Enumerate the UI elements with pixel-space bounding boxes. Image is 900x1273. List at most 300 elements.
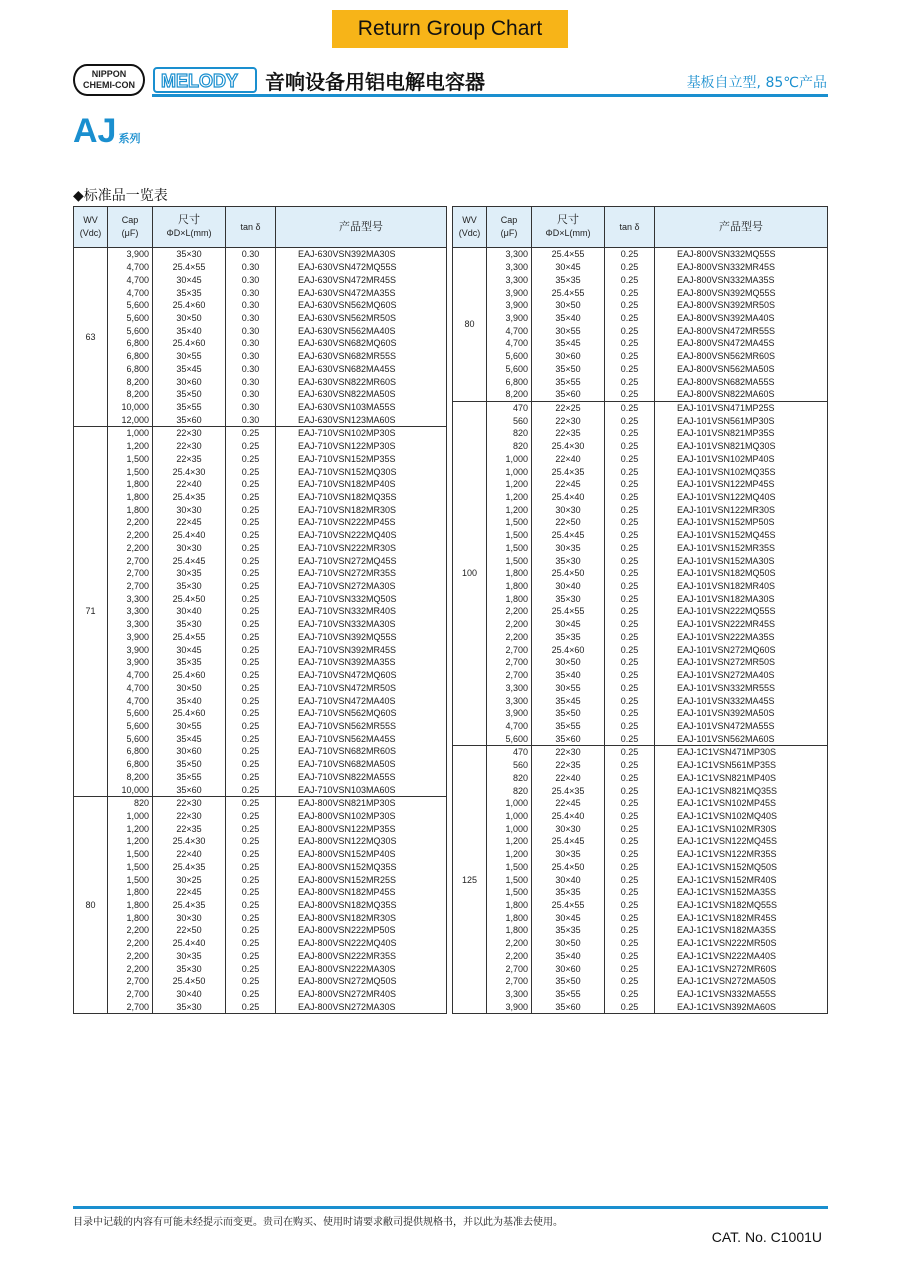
tan-cell: 0.25 [605,350,655,363]
tan-cell: 0.30 [226,401,276,414]
part-number-cell: EAJ-1C1VSN332MA55S [655,988,828,1001]
part-number-cell: EAJ-800VSN392MA40S [655,312,828,325]
tan-cell: 0.25 [605,375,655,388]
part-number-cell: EAJ-710VSN182MR30S [276,503,447,516]
cap-cell: 2,700 [108,988,153,1001]
table-row [453,362,828,375]
tan-cell: 0.25 [605,286,655,299]
table-row [453,1000,828,1013]
melody-logo [153,66,257,94]
cap-cell: 2,200 [487,937,532,950]
tan-cell: 0.30 [226,273,276,286]
cap-cell: 3,300 [487,261,532,274]
part-number-cell: EAJ-1C1VSN152MQ50S [655,861,828,874]
table-row [453,503,828,516]
table-header-row [453,207,828,248]
tan-cell: 0.25 [605,324,655,337]
cap-cell: 3,900 [108,631,153,644]
cap-cell: 4,700 [108,681,153,694]
tan-cell: 0.25 [605,771,655,784]
cap-cell: 1,500 [487,554,532,567]
size-cell: 35×40 [153,324,226,337]
cap-cell: 2,200 [487,631,532,644]
size-cell: 25.4×55 [532,286,605,299]
cap-cell: 1,800 [487,899,532,912]
cap-cell: 1,200 [108,835,153,848]
tan-cell: 0.25 [605,529,655,542]
tan-cell: 0.25 [226,618,276,631]
cap-header: Cap (μF) [487,207,532,248]
tan-cell: 0.25 [226,669,276,682]
cap-cell: 3,300 [487,273,532,286]
cap-cell: 1,800 [108,899,153,912]
part-number-cell: EAJ-800VSN392MR50S [655,299,828,312]
table-row [74,440,447,453]
tan-cell: 0.25 [226,873,276,886]
tan-cell: 0.25 [226,937,276,950]
table-row [74,758,447,771]
table-row [74,324,447,337]
size-cell: 30×35 [532,848,605,861]
tan-cell: 0.25 [605,618,655,631]
size-cell: 25.4×60 [532,643,605,656]
size-cell: 30×55 [532,681,605,694]
table-row [453,950,828,963]
size-cell: 30×35 [153,567,226,580]
table-row [453,643,828,656]
cap-cell: 2,200 [108,529,153,542]
tan-cell: 0.25 [226,861,276,874]
cap-cell: 2,700 [487,643,532,656]
part-number-cell: EAJ-710VSN822MA55S [276,770,447,783]
tan-cell: 0.25 [605,937,655,950]
size-cell: 25.4×50 [532,567,605,580]
table-row [74,975,447,988]
size-cell: 25.4×55 [532,899,605,912]
part-number-cell: EAJ-710VSN562MA45S [276,732,447,745]
part-number-cell: EAJ-1C1VSN152MR40S [655,873,828,886]
size-cell: 22×30 [532,414,605,427]
part-number-cell: EAJ-710VSN272MR35S [276,567,447,580]
size-cell: 30×30 [532,822,605,835]
cap-cell: 2,200 [108,924,153,937]
tan-cell: 0.25 [605,848,655,861]
tan-cell: 0.25 [605,605,655,618]
tan-cell: 0.25 [605,580,655,593]
cap-cell: 1,200 [108,440,153,453]
cap-cell: 8,200 [487,388,532,401]
table-row [74,312,447,325]
part-number-cell: EAJ-101VSN821MQ30S [655,440,828,453]
part-number-cell: EAJ-630VSN103MA55S [276,401,447,414]
table-row [453,375,828,388]
table-row [453,427,828,440]
table-row [453,453,828,466]
size-cell: 35×40 [532,312,605,325]
part-number-cell: EAJ-630VSN472MR45S [276,273,447,286]
header-divider [152,94,828,97]
table-row [453,516,828,529]
table-row [74,516,447,529]
part-number-cell: EAJ-800VSN122MP35S [276,822,447,835]
part-number-cell: EAJ-101VSN122MR30S [655,503,828,516]
table-row [74,720,447,733]
size-cell: 25.4×55 [532,605,605,618]
size-cell: 35×30 [153,1000,226,1013]
tan-cell: 0.25 [605,962,655,975]
tan-cell: 0.25 [226,605,276,618]
part-number-cell: EAJ-630VSN562MA40S [276,324,447,337]
size-cell: 25.4×50 [153,592,226,605]
tan-cell: 0.25 [605,886,655,899]
cap-cell: 5,600 [108,312,153,325]
part-number-cell: EAJ-800VSN102MP30S [276,810,447,823]
tan-cell: 0.25 [226,848,276,861]
table-row [453,248,828,261]
size-cell: 22×45 [153,516,226,529]
part-number-cell: EAJ-101VSN122MQ40S [655,491,828,504]
tan-cell: 0.25 [605,694,655,707]
cap-header: Cap (μF) [108,207,153,248]
part-number-cell: EAJ-1C1VSN102MP45S [655,797,828,810]
cap-cell: 3,300 [487,681,532,694]
part-number-cell: EAJ-800VSN152MP40S [276,848,447,861]
table-row [74,962,447,975]
size-cell: 30×55 [153,720,226,733]
cap-cell: 5,600 [487,732,532,745]
size-cell: 30×45 [532,911,605,924]
part-number-cell: EAJ-630VSN123MA60S [276,413,447,426]
cap-cell: 3,300 [487,988,532,1001]
tan-cell: 0.30 [226,312,276,325]
tan-cell: 0.25 [605,950,655,963]
size-cell: 35×35 [532,631,605,644]
tan-cell: 0.25 [226,988,276,1001]
cap-cell: 5,600 [108,299,153,312]
tan-cell: 0.30 [226,350,276,363]
tan-cell: 0.30 [226,413,276,426]
part-number-cell: EAJ-800VSN222MA30S [276,962,447,975]
tan-cell: 0.25 [605,440,655,453]
table-row [74,899,447,912]
part-number-cell: EAJ-710VSN682MA50S [276,758,447,771]
size-cell: 25.4×35 [532,784,605,797]
wv-cell: 125 [453,746,487,1014]
part-number-cell: EAJ-630VSN822MA50S [276,388,447,401]
cap-cell: 6,800 [108,350,153,363]
part-number-cell: EAJ-1C1VSN182MQ55S [655,899,828,912]
size-cell: 35×50 [532,362,605,375]
table-row [74,656,447,669]
table-row [453,911,828,924]
part-number-cell: EAJ-800VSN562MA50S [655,362,828,375]
cap-cell: 12,000 [108,413,153,426]
size-cell: 35×35 [532,273,605,286]
tan-cell: 0.25 [605,975,655,988]
cap-cell: 820 [487,427,532,440]
tan-cell: 0.25 [605,669,655,682]
table-row [74,542,447,555]
tan-cell: 0.25 [226,732,276,745]
size-cell: 30×45 [532,618,605,631]
table-row [74,950,447,963]
cap-cell: 2,700 [487,656,532,669]
table-row [74,605,447,618]
part-number-cell: EAJ-800VSN682MA55S [655,375,828,388]
part-number-cell: EAJ-800VSN182MR30S [276,911,447,924]
tan-cell: 0.25 [605,861,655,874]
product-table-right [452,206,828,1014]
logo-line-2: CHEMI-CON [83,80,135,90]
size-cell: 35×30 [153,580,226,593]
cap-cell: 2,200 [487,605,532,618]
part-number-cell: EAJ-710VSN332MA30S [276,618,447,631]
size-cell: 22×30 [153,440,226,453]
size-cell: 25.4×55 [153,631,226,644]
part-number-cell: EAJ-710VSN472MR50S [276,681,447,694]
cap-cell: 1,500 [108,848,153,861]
table-row [74,592,447,605]
tan-cell: 0.25 [605,1000,655,1013]
size-cell: 30×45 [153,643,226,656]
tan-cell: 0.25 [605,414,655,427]
part-number-cell: EAJ-800VSN272MA30S [276,1000,447,1013]
size-cell: 22×50 [153,924,226,937]
table-row [453,261,828,274]
part-number-cell: EAJ-710VSN103MA60S [276,783,447,796]
table-row [74,465,447,478]
part-number-cell: EAJ-101VSN272MR50S [655,656,828,669]
size-cell: 22×30 [153,427,226,440]
tan-cell: 0.25 [226,796,276,809]
part-number-cell: EAJ-101VSN332MA45S [655,694,828,707]
part-number-cell: EAJ-101VSN102MP40S [655,453,828,466]
part-number-cell: EAJ-710VSN472MQ60S [276,669,447,682]
tan-cell: 0.25 [226,924,276,937]
table-row [453,937,828,950]
tan-cell: 0.25 [226,631,276,644]
wv-header: WV (Vdc) [453,207,487,248]
size-cell: 30×40 [532,580,605,593]
part-number-cell: EAJ-800VSN821MP30S [276,796,447,809]
tan-cell: 0.25 [226,745,276,758]
table-row [74,694,447,707]
size-cell: 22×25 [532,401,605,414]
cap-cell: 1,000 [487,810,532,823]
size-cell: 30×55 [532,324,605,337]
size-cell: 30×40 [153,988,226,1001]
cap-cell: 8,200 [108,770,153,783]
part-number-cell: EAJ-101VSN152MQ45S [655,529,828,542]
table-row [74,375,447,388]
size-cell: 25.4×40 [532,491,605,504]
part-number-cell: EAJ-1C1VSN102MR30S [655,822,828,835]
table-row [453,529,828,542]
size-cell: 35×40 [153,694,226,707]
part-number-cell: EAJ-1C1VSN561MP35S [655,759,828,772]
cap-cell: 1,800 [108,478,153,491]
size-cell: 30×40 [532,873,605,886]
tan-cell: 0.25 [226,440,276,453]
size-cell: 35×55 [532,988,605,1001]
cap-cell: 1,500 [487,886,532,899]
cap-cell: 5,600 [108,324,153,337]
tan-cell: 0.25 [605,362,655,375]
part-number-cell: EAJ-710VSN332MR40S [276,605,447,618]
cap-cell: 1,200 [487,835,532,848]
cap-cell: 2,200 [108,937,153,950]
part-number-cell: EAJ-800VSN472MR55S [655,324,828,337]
part-number-cell: EAJ-101VSN821MP35S [655,427,828,440]
table-row [74,362,447,375]
table-row [74,988,447,1001]
size-cell: 22×30 [153,810,226,823]
part-number-header: 产品型号 [276,207,447,248]
table-row [74,554,447,567]
tan-cell: 0.25 [605,631,655,644]
table-row [453,350,828,363]
table-row [74,937,447,950]
part-number-cell: EAJ-710VSN392MA35S [276,656,447,669]
cap-cell: 2,700 [108,975,153,988]
cap-cell: 3,900 [108,643,153,656]
table-row [453,478,828,491]
table-row [74,413,447,426]
part-number-cell: EAJ-800VSN122MQ30S [276,835,447,848]
part-number-cell: EAJ-101VSN392MA50S [655,707,828,720]
part-number-cell: EAJ-1C1VSN392MA60S [655,1000,828,1013]
size-cell: 22×40 [532,771,605,784]
part-number-cell: EAJ-630VSN822MR60S [276,375,447,388]
table-row [453,848,828,861]
table-row [74,299,447,312]
tan-cell: 0.30 [226,362,276,375]
size-cell: 22×45 [532,797,605,810]
cap-cell: 1,000 [487,453,532,466]
part-number-cell: EAJ-101VSN332MR55S [655,681,828,694]
cap-cell: 2,700 [108,567,153,580]
size-cell: 30×35 [532,542,605,555]
size-cell: 35×60 [153,783,226,796]
table-row [453,835,828,848]
table-row [74,453,447,466]
tan-cell: 0.25 [226,835,276,848]
cap-cell: 10,000 [108,783,153,796]
tan-cell: 0.25 [226,975,276,988]
part-number-cell: EAJ-1C1VSN272MR60S [655,962,828,975]
return-group-chart-button[interactable]: Return Group Chart [332,10,568,48]
table-row [453,273,828,286]
part-number-cell: EAJ-101VSN182MA30S [655,592,828,605]
tan-cell: 0.25 [226,567,276,580]
part-number-cell: EAJ-101VSN561MP30S [655,414,828,427]
tan-cell: 0.25 [605,491,655,504]
wv-header: WV (Vdc) [74,207,108,248]
part-number-cell: EAJ-1C1VSN182MR45S [655,911,828,924]
tan-cell: 0.25 [605,643,655,656]
cap-cell: 5,600 [108,732,153,745]
size-cell: 35×40 [532,669,605,682]
size-cell: 35×30 [153,248,226,261]
cap-cell: 6,800 [108,758,153,771]
series-name: AJ [73,112,117,150]
size-cell: 35×30 [532,592,605,605]
tan-cell: 0.25 [226,720,276,733]
tan-cell: 0.25 [226,491,276,504]
tan-cell: 0.25 [605,911,655,924]
tan-cell: 0.30 [226,375,276,388]
section-title: ◆标准品一览表 [73,188,168,204]
tan-cell: 0.25 [605,681,655,694]
tan-cell: 0.25 [605,784,655,797]
cap-cell: 1,000 [487,465,532,478]
cap-cell: 1,500 [487,516,532,529]
table-row [453,975,828,988]
size-cell: 25.4×55 [153,261,226,274]
table-row [453,592,828,605]
tan-cell: 0.25 [226,822,276,835]
size-cell: 25.4×30 [153,835,226,848]
tan-cell: 0.25 [226,950,276,963]
part-number-cell: EAJ-800VSN152MR25S [276,873,447,886]
table-row [74,770,447,783]
tan-cell: 0.25 [605,312,655,325]
part-number-cell: EAJ-800VSN562MR60S [655,350,828,363]
cap-cell: 8,200 [108,388,153,401]
size-cell: 25.4×45 [532,529,605,542]
size-cell: 35×35 [532,886,605,899]
table-row [453,324,828,337]
cap-cell: 3,900 [487,286,532,299]
tan-cell: 0.25 [605,516,655,529]
cap-cell: 1,800 [487,911,532,924]
cap-cell: 1,800 [487,592,532,605]
cap-cell: 3,900 [487,312,532,325]
cap-cell: 3,900 [487,299,532,312]
size-cell: 35×60 [532,1000,605,1013]
table-row [74,873,447,886]
table-row [74,669,447,682]
table-row [74,681,447,694]
table-row [453,337,828,350]
cap-cell: 2,700 [487,669,532,682]
cap-cell: 2,200 [108,516,153,529]
table-row [453,873,828,886]
size-cell: 35×45 [153,362,226,375]
table-row [453,746,828,759]
size-cell: 30×50 [532,656,605,669]
part-number-cell: EAJ-710VSN332MQ50S [276,592,447,605]
table-row [74,643,447,656]
series-title [73,112,140,151]
size-cell: 35×55 [532,375,605,388]
size-cell: 25.4×45 [153,554,226,567]
tan-cell: 0.25 [605,401,655,414]
part-number-cell: EAJ-710VSN222MP45S [276,516,447,529]
size-cell: 35×45 [153,732,226,745]
size-cell: 35×45 [532,337,605,350]
table-row [74,1000,447,1013]
size-cell: 35×50 [532,975,605,988]
wv-cell: 100 [453,401,487,745]
part-number-cell: EAJ-710VSN272MA30S [276,580,447,593]
size-cell: 22×30 [532,746,605,759]
part-number-cell: EAJ-630VSN682MR55S [276,350,447,363]
size-cell: 25.4×60 [153,669,226,682]
part-number-cell: EAJ-710VSN682MR60S [276,745,447,758]
table-row [453,491,828,504]
size-cell: 30×30 [153,911,226,924]
